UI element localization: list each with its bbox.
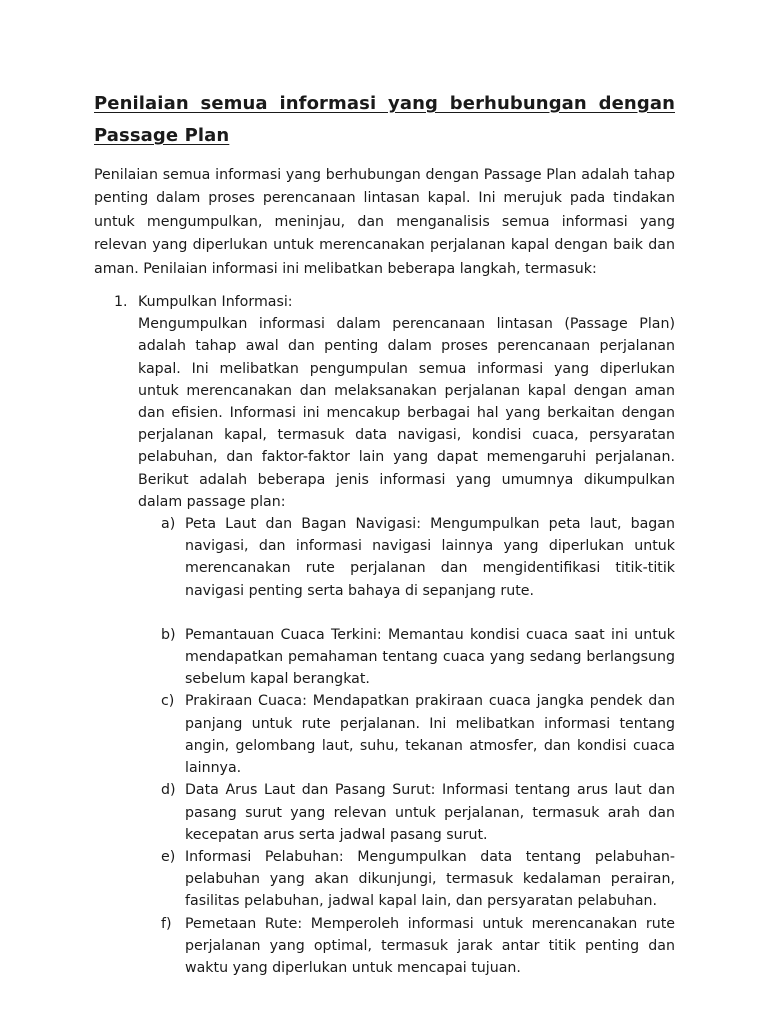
subitem-label: d)	[161, 782, 176, 799]
document-heading: Penilaian semua informasi yang berhubungan dengan Passage Plan	[94, 93, 675, 146]
subitem-text: Informasi Pelabuhan: Mengumpulkan data tentang pelabuhan-pelabuhan yang akan dikunjungi, termasuk kedalaman perairan, fasilitas pelabuhan, jadwal kapal lain, dan persyaratan pelabuhan.	[185, 848, 675, 910]
subitem-text: Pemantauan Cuaca Terkini: Memantau kondisi cuaca saat ini untuk mendapatkan pemahaman tentang cuaca yang sedang berlangsung sebelum kapal berangkat.	[185, 626, 675, 688]
subitem-text: Peta Laut dan Bagan Navigasi: Mengumpulkan peta laut, bagan navigasi, dan informasi navigasi lainnya yang diperlukan untuk merencanakan rute perjalanan dan mengidentifikasi titik-titik navigasi penting serta bahaya di sepanjang rute.	[185, 516, 675, 599]
subitem	[161, 690, 675, 779]
subitem	[161, 779, 675, 846]
subitem-label: c)	[161, 693, 175, 710]
step-title: Kumpulkan Informasi:	[138, 294, 293, 311]
subitem-text: Data Arus Laut dan Pasang Surut: Informasi tentang arus laut dan pasang surut yang relevan untuk perjalanan, termasuk arah dan kecepatan arus serta jadwal pasang surut.	[185, 782, 675, 843]
subitem-label: e)	[161, 848, 176, 865]
subitem-label: a)	[161, 516, 176, 533]
subitem-text: Pemetaan Rute: Memperoleh informasi untuk merencanakan rute perjalanan yang optimal, termasuk jarak antar titik penting dan waktu yang diperlukan untuk mencapai tujuan.	[185, 915, 675, 976]
subitem	[161, 513, 675, 602]
subitem-text: Prakiraan Cuaca: Mendapatkan prakiraan cuaca jangka pendek dan panjang untuk rute perjalanan. Ini melibatkan informasi tentang angin, gelombang laut, suhu, tekanan atmosfer, dan kondisi cuaca lainnya.	[185, 693, 675, 777]
intro-paragraph: Penilaian semua informasi yang berhubungan dengan Passage Plan adalah tahap penting dalam proses perencanaan lintasan kapal. Ini merujuk pada tindakan untuk mengumpulkan, meninjau, dan menganalisis semua informasi yang relevan yang diperlukan untuk merencanakan perjalanan kapal dengan baik dan aman. Penilaian informasi ini melibatkan beberapa langkah, termasuk:	[94, 167, 675, 277]
subitem-label: f)	[161, 915, 172, 932]
step-number: 1.	[114, 294, 128, 311]
steps-list	[94, 291, 675, 979]
step-item	[114, 291, 675, 979]
subitem-label: b)	[161, 626, 176, 643]
document-page	[94, 88, 675, 979]
subitem	[161, 624, 675, 691]
subitem	[161, 846, 675, 913]
subitems-list	[138, 513, 675, 979]
step-description: Mengumpulkan informasi dalam perencanaan lintasan (Passage Plan) adalah tahap awal dan penting dalam proses perencanaan perjalanan kapal. Ini melibatkan pengumpulan semua informasi yang diperlukan untuk merencanakan dan melaksanakan perjalanan kapal dengan aman dan efisien. Informasi ini mencakup berbagai hal yang berkaitan dengan perjalanan kapal, termasuk data navigasi, kondisi cuaca, persyaratan pelabuhan, dan faktor-faktor lain yang dapat memengaruhi perjalanan. Berikut adalah beberapa jenis informasi yang umumnya dikumpulkan dalam passage plan:	[138, 316, 675, 510]
subitem	[161, 913, 675, 980]
